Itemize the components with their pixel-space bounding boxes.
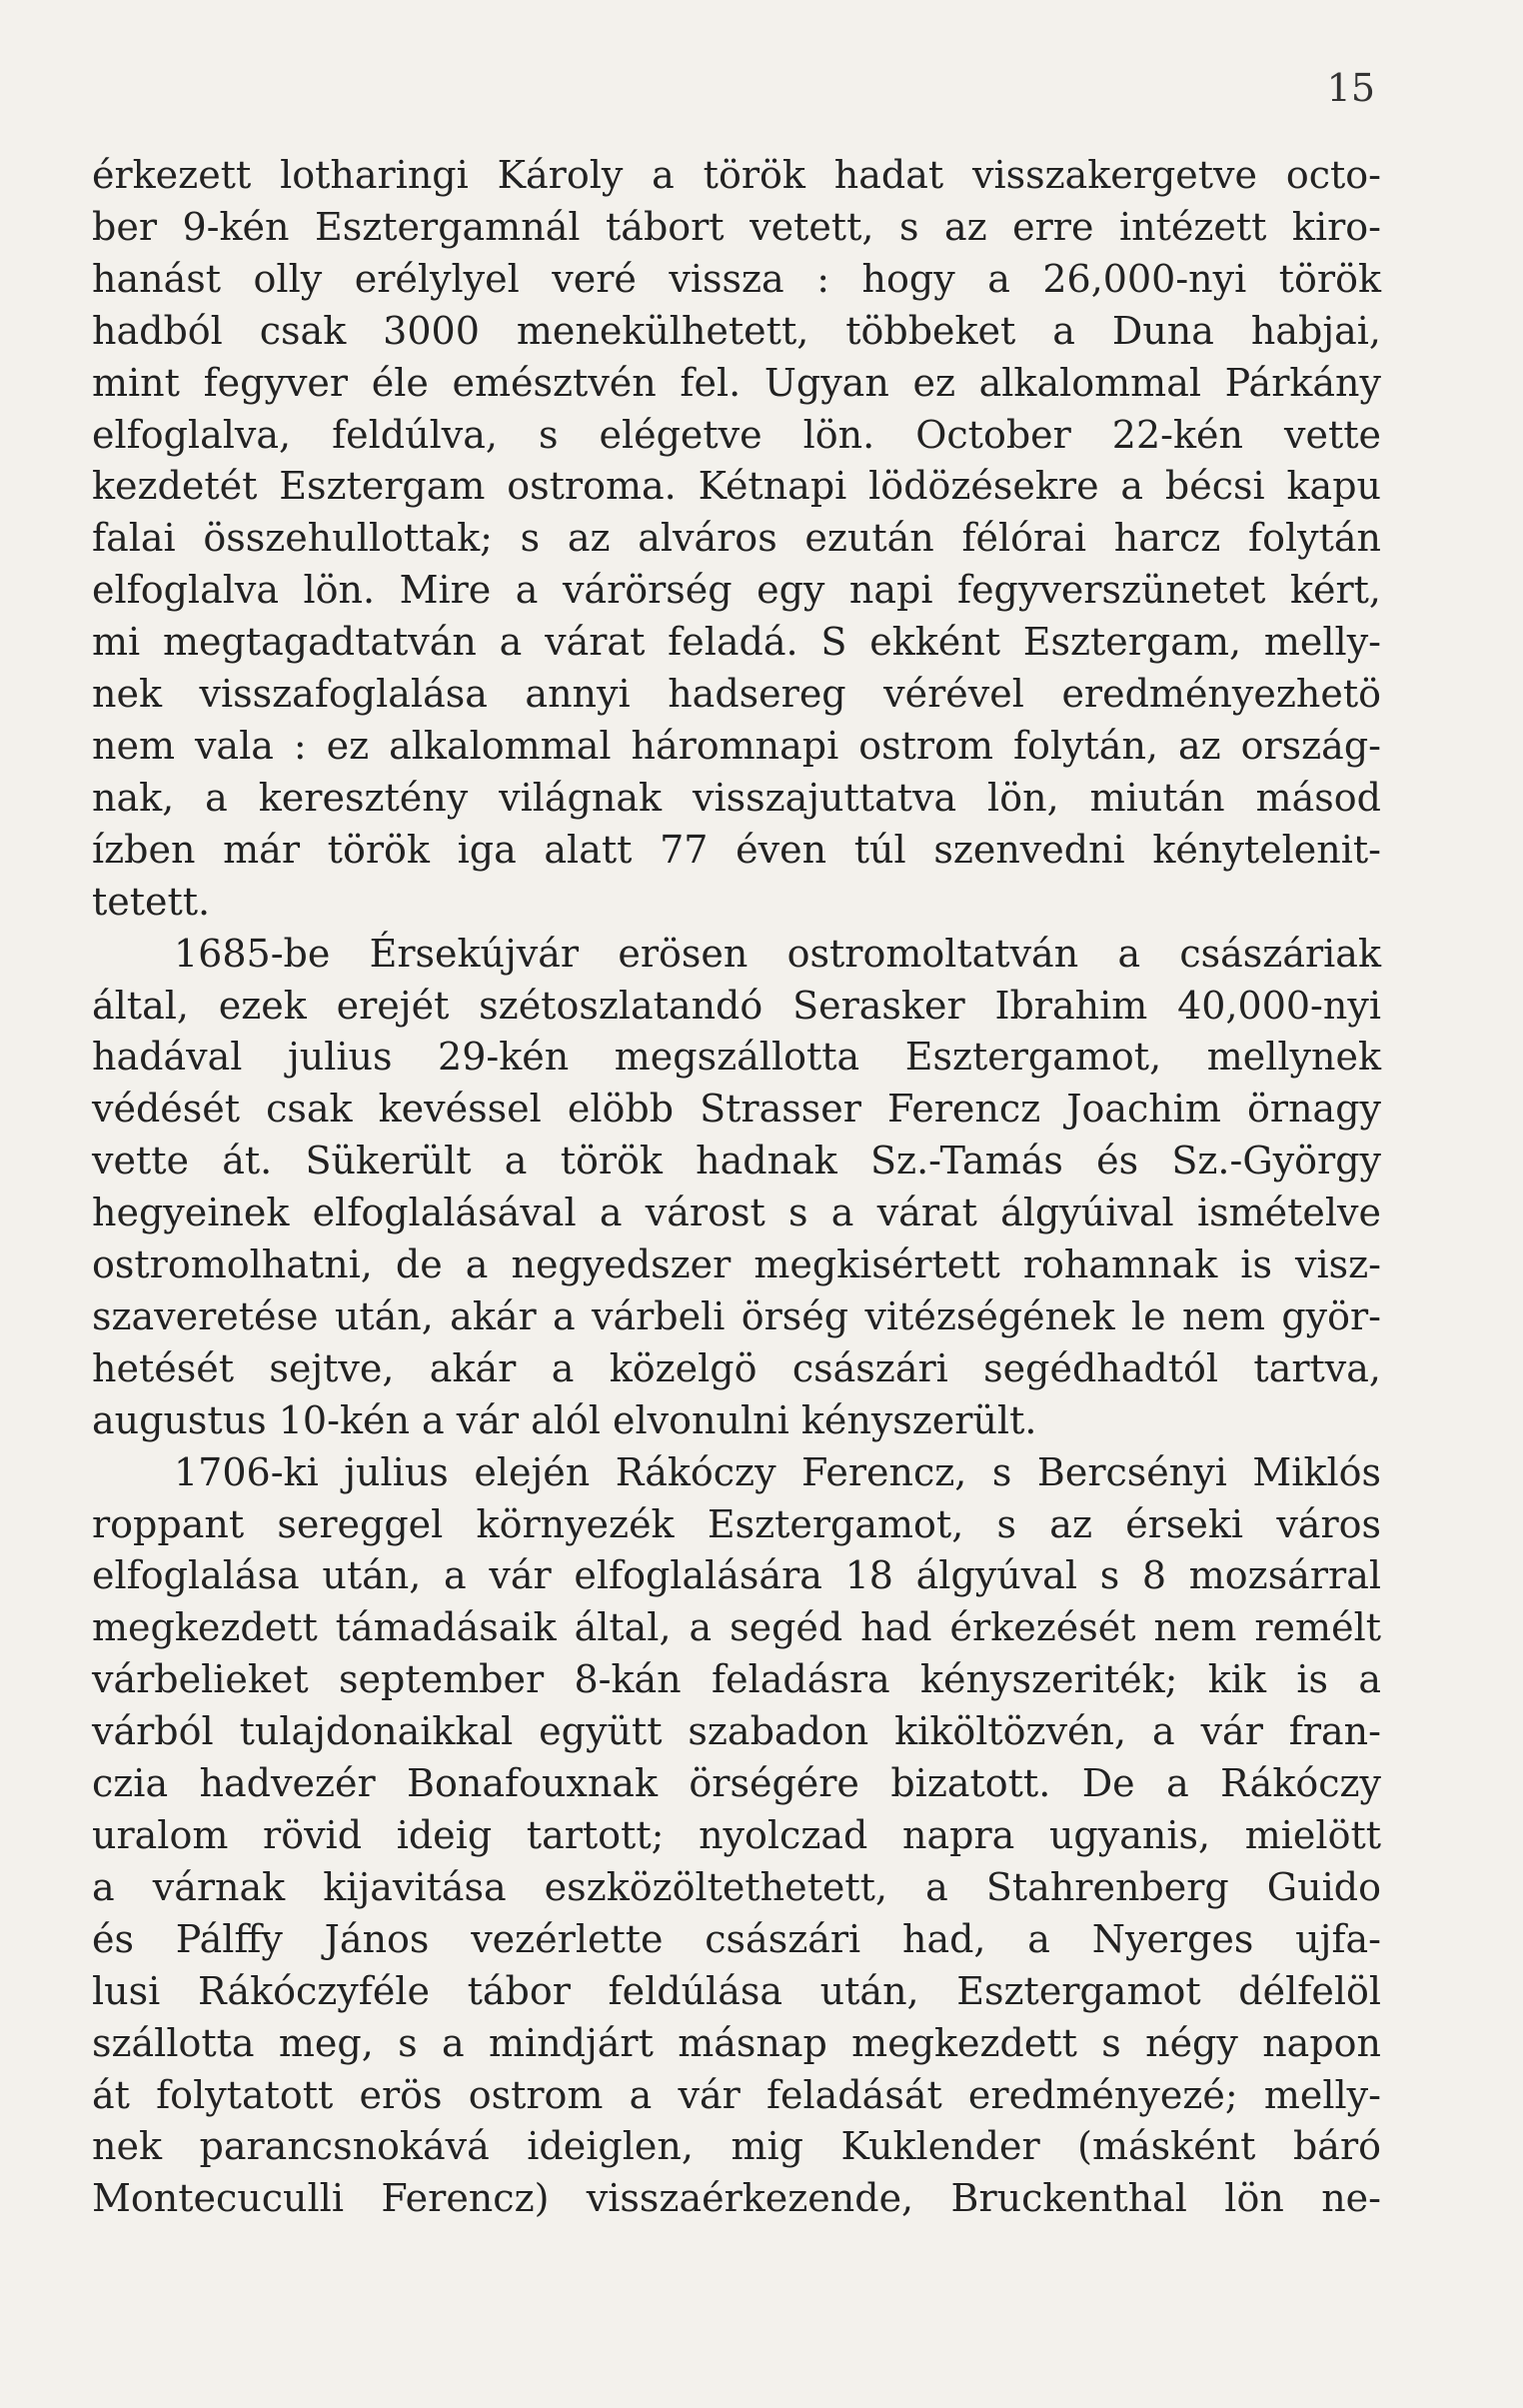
body-text — [92, 150, 1381, 2225]
text-line: hanást olly erélylyel veré vissza : hogy a 26,000-nyi török — [92, 256, 1381, 301]
text-line: elfoglalása után, a vár elfoglalására 18 álgyúval s 8 mozsárral — [92, 1553, 1381, 1598]
text-line: 1685-be Érsekújvár erösen ostromoltatván a császáriak — [174, 931, 1381, 976]
text-line: védését csak kevéssel elöbb Strasser Ferencz Joachim örnagy — [92, 1087, 1381, 1132]
text-line: át folytatott erös ostrom a vár feladását eredményezé; melly- — [92, 2072, 1381, 2117]
text-line: nak, a keresztény világnak visszajuttatva lön, miután másod — [92, 775, 1381, 820]
text-line: hadával julius 29-kén megszállotta Esztergamot, mellynek — [92, 1035, 1381, 1080]
text-line: nem vala : ez alkalommal háromnapi ostrom folytán, az ország- — [92, 723, 1381, 768]
text-line: és Pálffy János vezérlette császári had, a Nyerges ujfa- — [92, 1916, 1381, 1961]
text-line: szállotta meg, s a mindjárt másnap megkezdett s négy napon — [92, 2020, 1381, 2065]
text-line: augustus 10-kén a vár alól elvonulni kényszerült. — [92, 1397, 1037, 1442]
text-line: hegyeinek elfoglalásával a várost s a várat álgyúival ismételve — [92, 1191, 1381, 1235]
text-line: elfoglalva, feldúlva, s elégetve lön. October 22-kén vette — [92, 412, 1381, 457]
text-line: ostromolhatni, de a negyedszer megkisértett rohamnak is visz- — [92, 1242, 1381, 1287]
text-line: falai összehullottak; s az alváros ezután félórai harcz folytán — [92, 516, 1381, 561]
text-line: mint fegyver éle emésztvén fel. Ugyan ez alkalommal Párkány — [92, 360, 1381, 405]
text-line: 1706-ki julius elején Rákóczy Ferencz, s Bercsényi Miklós — [174, 1449, 1381, 1494]
text-line: roppant sereggel környezék Esztergamot, s az érseki város — [92, 1501, 1381, 1546]
text-line: elfoglalva lön. Mire a várörség egy napi fegyverszünetet kért, — [92, 568, 1381, 613]
text-line: ber 9-kén Esztergamnál tábort vetett, s az erre intézett kiro- — [92, 204, 1381, 249]
text-line: által, ezek erejét szétoszlatandó Serasker Ibrahim 40,000-nyi — [92, 983, 1381, 1028]
text-line: mi megtagadtatván a várat feladá. S ekként Esztergam, melly- — [92, 620, 1381, 665]
text-line: hetését sejtve, akár a közelgö császári segédhadtól tartva, — [92, 1345, 1381, 1390]
text-line: a várnak kijavitása eszközöltethetett, a Stahrenberg Guido — [92, 1864, 1381, 1909]
text-line: szaveretése után, akár a várbeli örség vitézségének le nem györ- — [92, 1293, 1381, 1338]
text-line: várból tulajdonaikkal együtt szabadon kiköltözvén, a vár fran- — [92, 1709, 1381, 1754]
text-line: megkezdett támadásaik által, a segéd had érkezését nem remélt — [92, 1605, 1381, 1650]
text-line: ízben már török iga alatt 77 éven túl szenvedni kénytelenit- — [92, 827, 1381, 872]
text-line: nek parancsnokává ideiglen, mig Kuklender (másként báró — [92, 2124, 1381, 2169]
text-line: lusi Rákóczyféle tábor feldúlása után, Esztergamot délfelöl — [92, 1968, 1381, 2013]
page-number: 15 — [1326, 66, 1375, 110]
text-line: vette át. Sükerült a török hadnak Sz.-Tamás és Sz.-György — [92, 1139, 1381, 1184]
text-line: hadból csak 3000 menekülhetett, többeket a Duna habjai, — [92, 308, 1381, 353]
text-line: tetett. — [92, 879, 211, 924]
text-line: nek visszafoglalása annyi hadsereg vérével eredményezhetö — [92, 672, 1381, 717]
text-line: uralom rövid ideig tartott; nyolczad napra ugyanis, mielött — [92, 1813, 1381, 1857]
text-line: várbelieket september 8-kán feladásra kényszeriték; kik is a — [92, 1657, 1381, 1702]
text-line: Montecuculli Ferencz) visszaérkezende, Bruckenthal lön ne- — [92, 2176, 1381, 2221]
text-line: czia hadvezér Bonafouxnak örségére bizatott. De a Rákóczy — [92, 1761, 1381, 1806]
text-line: kezdetét Esztergam ostroma. Kétnapi lödözésekre a bécsi kapu — [92, 464, 1381, 509]
text-line: érkezett lotharingi Károly a török hadat visszakergetve octo- — [92, 153, 1381, 197]
